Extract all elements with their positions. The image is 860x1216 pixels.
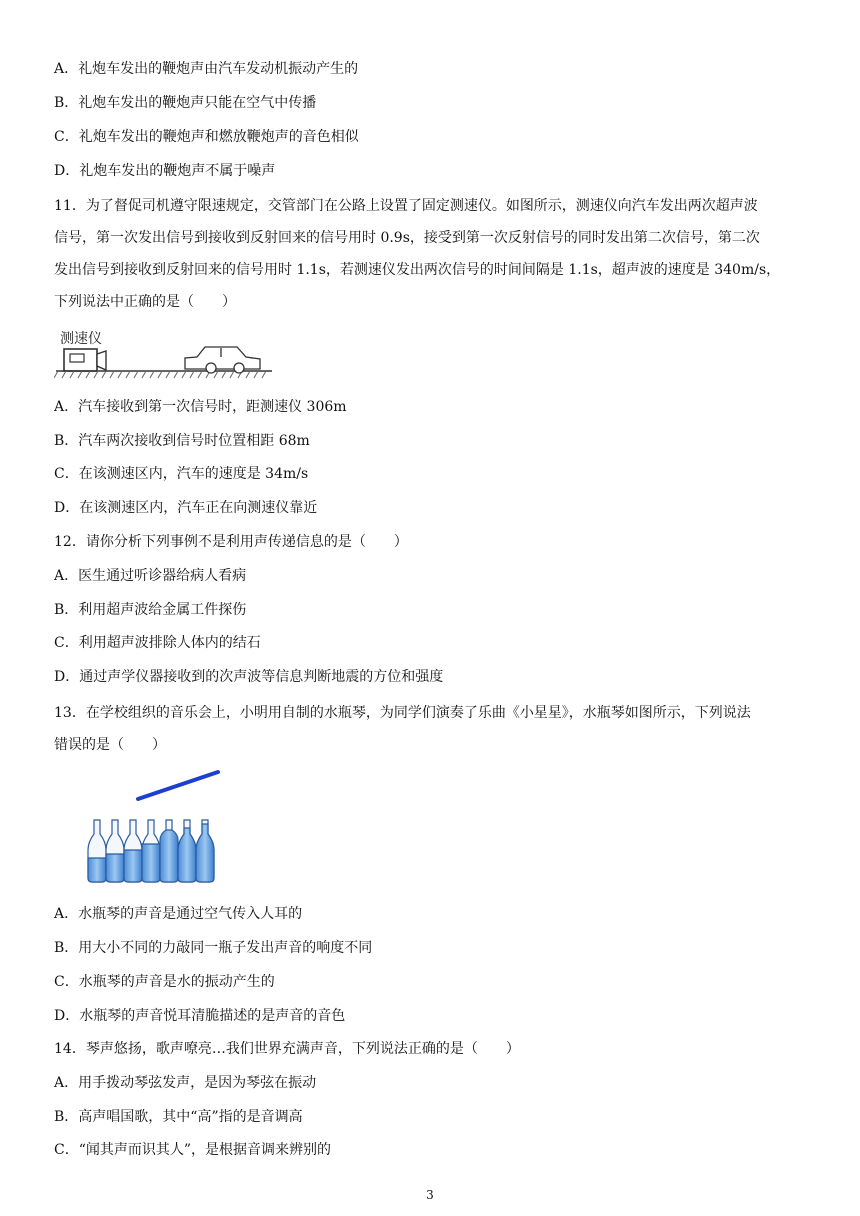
q11-option-a: A．汽车接收到第一次信号时，距测速仪 306m xyxy=(54,399,347,415)
q12-option-c: C．利用超声波排除人体内的结石 xyxy=(54,635,261,651)
bottle-icon xyxy=(88,820,106,882)
q13-stem-line: 13．在学校组织的音乐会上，小明用自制的水瓶琴，为同学们演奏了乐曲《小星星》，水瓶琴如图所示，下列说法 xyxy=(54,705,751,721)
q11-stem-line: 信号，第一次发出信号到接收到反射回来的信号用时 0.9s，接受到第一次反射信号的同时发出第二次信号，第二次 xyxy=(54,230,760,246)
q14-option-b: B．高声唱国歌，其中“高”指的是音调高 xyxy=(54,1109,303,1125)
q13-stem xyxy=(54,697,810,761)
water-bottle-xylophone-figure xyxy=(80,766,230,886)
speed-meter-device xyxy=(64,349,97,371)
q11-option-c: C．在该测速区内，汽车的速度是 34m/s xyxy=(54,466,309,482)
q12-option-b: B．利用超声波给金属工件探伤 xyxy=(54,602,247,618)
bottle-icon xyxy=(142,820,160,882)
q10-option-b: B．礼炮车发出的鞭炮声只能在空气中传播 xyxy=(54,95,317,111)
mallet-stick xyxy=(138,772,218,799)
q13-stem-line: 错误的是（ ） xyxy=(54,737,166,753)
q13-option-d: D．水瓶琴的声音悦耳清脆描述的是声音的音色 xyxy=(54,1008,346,1024)
q12-option-a: A．医生通过听诊器给病人看病 xyxy=(54,568,247,584)
q11-stem-line: 11．为了督促司机遵守限速规定，交管部门在公路上设置了固定测速仪。如图所示，测速仪向汽车发出两次超声波 xyxy=(54,198,758,214)
q13-option-a: A．水瓶琴的声音是通过空气传入人耳的 xyxy=(54,906,303,922)
q14-option-a: A．用手拨动琴弦发声，是因为琴弦在振动 xyxy=(54,1075,317,1091)
q13-option-c: C．水瓶琴的声音是水的振动产生的 xyxy=(54,974,275,990)
page-number: 3 xyxy=(426,1188,434,1202)
water-bottle-xylophone xyxy=(80,766,230,886)
bottle-icon xyxy=(160,820,178,882)
bottle-icon xyxy=(124,820,142,882)
bottle-icon xyxy=(106,820,124,882)
speed-meter-label: 测速仪 xyxy=(60,330,102,346)
q12-option-d: D．通过声学仪器接收到的次声波等信息判断地震的方位和强度 xyxy=(54,669,444,685)
speed-meter-diagram xyxy=(54,326,274,384)
q14-stem: 14．琴声悠扬，歌声嘹亮…我们世界充满声音，下列说法正确的是（ ） xyxy=(54,1041,520,1057)
q11-stem xyxy=(54,190,810,318)
q14-option-c: C．“闻其声而识其人”，是根据音调来辨别的 xyxy=(54,1142,332,1158)
q10-option-d: D．礼炮车发出的鞭炮声不属于噪声 xyxy=(54,163,276,179)
q10-option-a: A．礼炮车发出的鞭炮声由汽车发动机振动产生的 xyxy=(54,61,359,77)
q11-option-d: D．在该测速区内，汽车正在向测速仪靠近 xyxy=(54,500,318,516)
q11-stem-line: 发出信号到接收到反射回来的信号用时 1.1s，若测速仪发出两次信号的时间间隔是 1.1s，超声波的速度是 340m/s， xyxy=(54,262,781,278)
q10-option-c: C．礼炮车发出的鞭炮声和燃放鞭炮声的音色相似 xyxy=(54,129,359,145)
car-icon xyxy=(185,347,260,373)
q11-option-b: B．汽车两次接收到信号时位置相距 68m xyxy=(54,433,310,449)
q12-stem: 12．请你分析下列事例不是利用声传递信息的是（ ） xyxy=(54,534,408,550)
bottle-icon xyxy=(196,820,214,882)
speed-meter-figure xyxy=(54,326,274,384)
q13-option-b: B．用大小不同的力敲同一瓶子发出声音的响度不同 xyxy=(54,940,373,956)
bottle-icon xyxy=(178,820,196,882)
q11-stem-line: 下列说法中正确的是（ ） xyxy=(54,294,236,310)
